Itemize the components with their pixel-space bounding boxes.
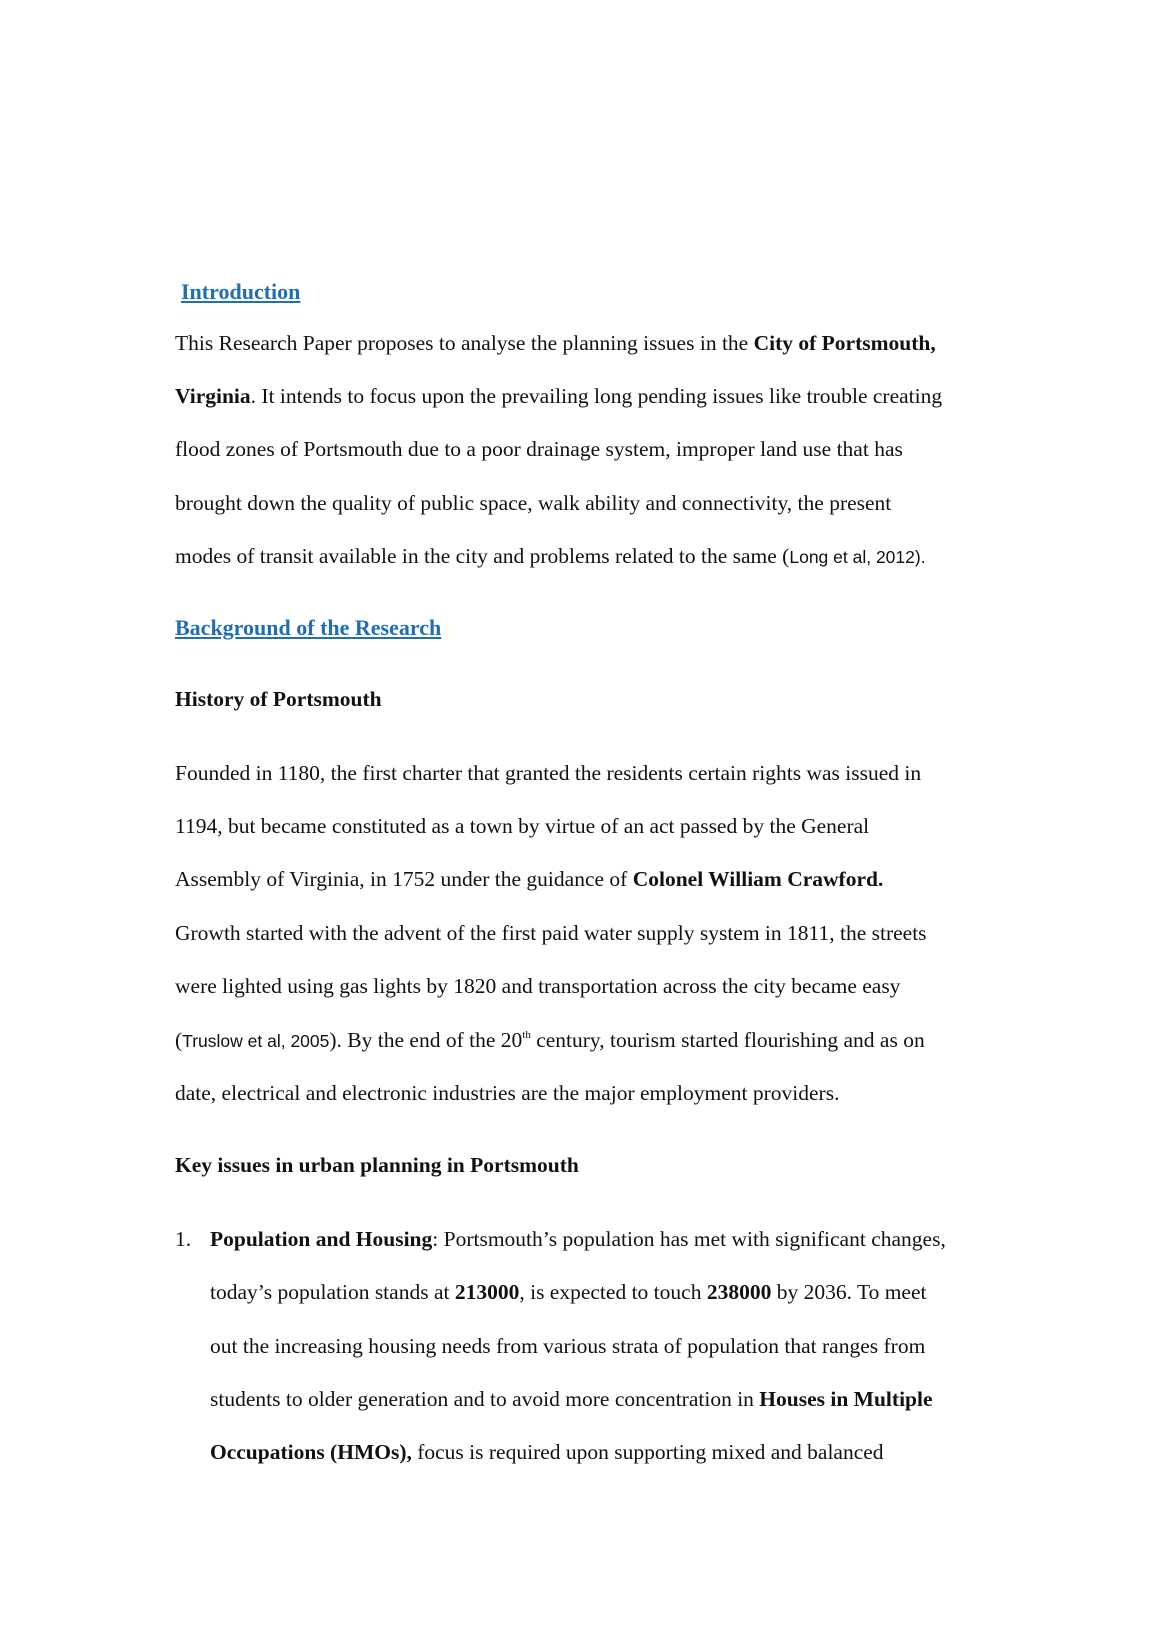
issue-1-line-5-text: focus is required upon supporting mixed and balanced: [411, 1440, 884, 1464]
intro-line-1: [175, 330, 936, 356]
issue-1-line-1: [210, 1226, 946, 1252]
issue-1-title: Population and Housing: [210, 1227, 433, 1251]
history-line-7: date, electrical and electronic industries are the major employment providers.: [175, 1081, 840, 1105]
intro-line-5-text: modes of transit available in the city and problems related to the same (: [175, 544, 790, 568]
hmo-term-bold-2: Occupations (HMOs),: [210, 1440, 412, 1464]
paren-open: (: [175, 1028, 183, 1052]
history-line-4: Growth started with the advent of the first paid water supply system in 1811, the streets: [175, 921, 927, 945]
introduction-heading[interactable]: Introduction: [181, 279, 301, 304]
issue-1-line-4-text: students to older generation and to avoid more concentration in: [210, 1387, 760, 1411]
key-issues-heading: Key issues in urban planning in Portsmouth: [175, 1153, 579, 1177]
citation-truslow: Truslow et al, 2005: [182, 1031, 330, 1051]
history-line-3: [175, 866, 883, 892]
history-line-2: 1194, but became constituted as a town by virtue of an act passed by the General: [175, 814, 870, 838]
history-line-5: were lighted using gas lights by 1820 and transportation across the city became easy: [175, 974, 901, 998]
issue-1-line-5: [210, 1439, 884, 1465]
history-heading: History of Portsmouth: [175, 687, 382, 711]
city-name-bold: City of Portsmouth,: [753, 331, 936, 355]
issue-1-line-3: out the increasing housing needs from various strata of population that ranges from: [210, 1334, 926, 1358]
background-heading[interactable]: Background of the Research: [175, 615, 442, 640]
intro-line-4: brought down the quality of public space, walk ability and connectivity, the present: [175, 491, 892, 515]
issue-1-line-2-mid: , is expected to touch: [519, 1280, 707, 1304]
issue-1-line-2-pre: today’s population stands at: [210, 1280, 455, 1304]
intro-line-2: [175, 383, 942, 409]
history-line-6-mid: ). By the end of the 20: [329, 1028, 523, 1052]
history-line-6-post: century, tourism started flourishing and as on: [530, 1028, 925, 1052]
intro-line-5: [175, 543, 926, 570]
issue-1-line-1-text: : Portsmouth’s population has met with significant changes,: [432, 1227, 946, 1251]
list-item-number: 1.: [175, 1227, 192, 1251]
colonel-name-bold: Colonel William Crawford.: [632, 867, 884, 891]
citation-long: Long et al, 2012).: [789, 547, 926, 567]
intro-line-1-text: This Research Paper proposes to analyse the planning issues in the: [175, 331, 754, 355]
issue-1-line-2-post: by 2036. To meet: [771, 1280, 927, 1304]
issue-1-line-2: [210, 1279, 926, 1305]
history-line-1: Founded in 1180, the first charter that granted the residents certain rights was issued in: [175, 761, 922, 785]
issue-1-line-4: [210, 1386, 933, 1412]
history-line-6: [175, 1027, 925, 1054]
intro-line-2-text: . It intends to focus upon the prevailing long pending issues like trouble creating: [250, 384, 943, 408]
ordinal-superscript: th: [522, 1029, 531, 1041]
state-name-bold: Virginia: [175, 384, 251, 408]
intro-line-3: flood zones of Portsmouth due to a poor drainage system, improper land use that has: [175, 437, 903, 461]
population-current: 213000: [454, 1280, 520, 1304]
population-projected: 238000: [706, 1280, 772, 1304]
history-line-3-text: Assembly of Virginia, in 1752 under the guidance of: [175, 867, 633, 891]
hmo-term-bold-1: Houses in Multiple: [759, 1387, 933, 1411]
